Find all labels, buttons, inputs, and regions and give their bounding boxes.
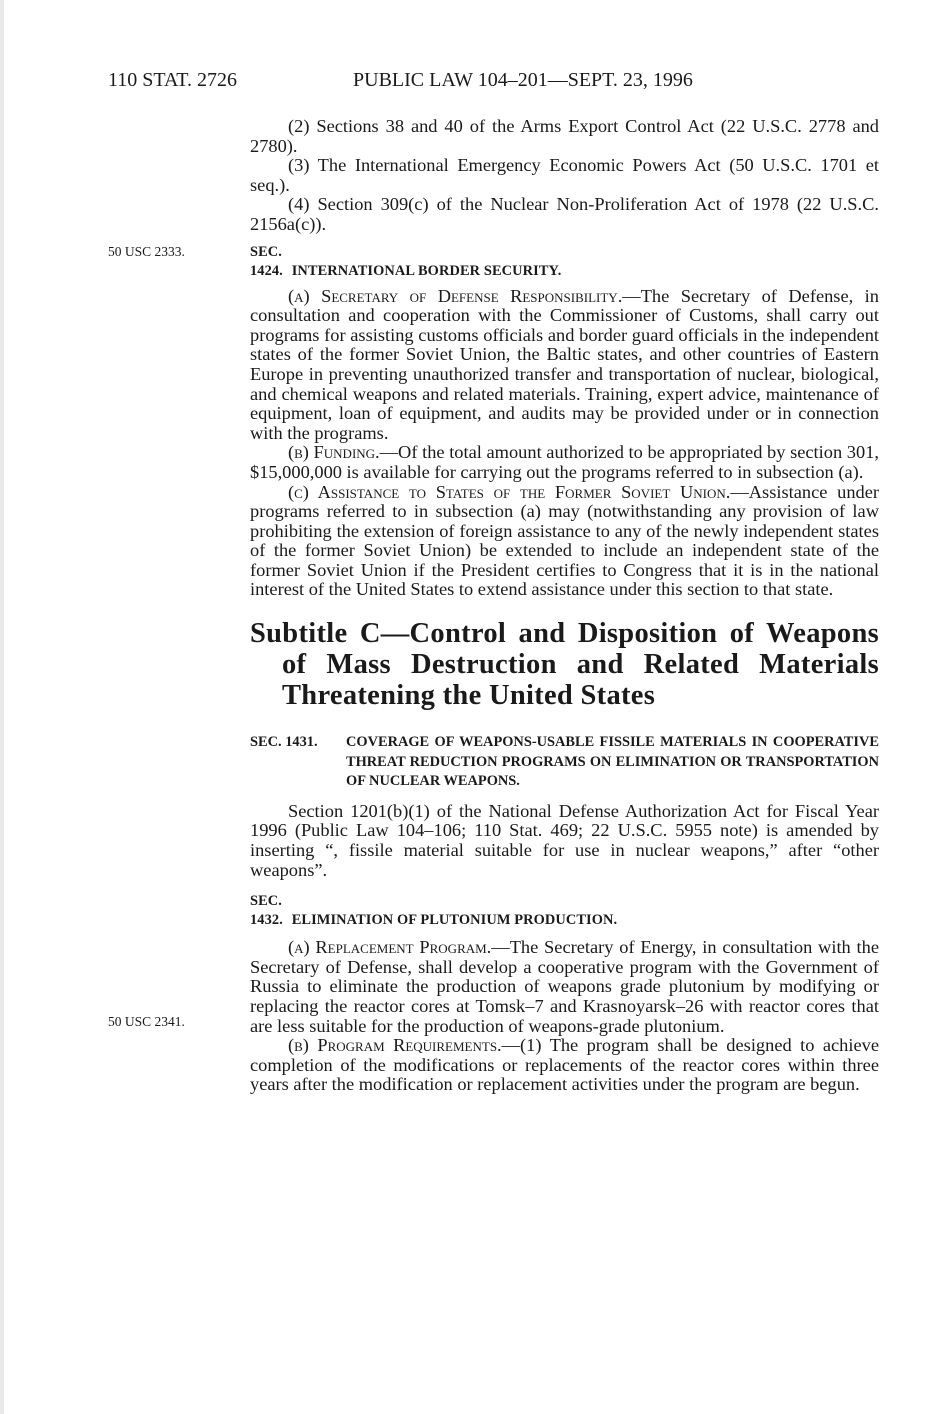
subsection-heading: (a) Replacement Program. xyxy=(288,937,492,958)
section-title: ELIMINATION OF PLUTONIUM PRODUCTION. xyxy=(291,912,618,929)
subsection-heading: (c) Assistance to States of the Former Soviet Union. xyxy=(288,481,731,502)
subsection-1432-b xyxy=(250,1036,879,1095)
subsection-heading: (b) Funding. xyxy=(288,442,380,463)
body-text xyxy=(250,117,879,1095)
subsection-text: —Of the total amount authorized to be appropriated by section 301, $15,000,000 is available for carrying out the programs referred to in subsection (a). xyxy=(250,442,879,482)
subsection-heading: (b) Program Requirements. xyxy=(288,1035,502,1056)
running-head xyxy=(108,66,879,94)
margin-note-usc-2341: 50 USC 2341. xyxy=(108,1014,185,1029)
subtitle-heading: Subtitle C—Control and Disposition of Weapons of Mass Destruction and Related Materials Threatening the United States xyxy=(250,618,879,712)
section-heading-1432 xyxy=(250,892,879,930)
section-number: SEC. 1432. xyxy=(250,893,283,929)
subsection-heading: (a) Secretary of Defense Responsibility. xyxy=(288,285,623,306)
list-item-2: (2) Sections 38 and 40 of the Arms Export Control Act (22 U.S.C. 2778 and 2780). xyxy=(250,116,879,156)
margin-note-usc-2333: 50 USC 2333. xyxy=(108,244,185,259)
section-number: SEC. 1431. xyxy=(250,734,318,751)
subsection-1424-a xyxy=(250,287,879,444)
section-title: INTERNATIONAL BORDER SECURITY. xyxy=(291,262,562,279)
scan-edge xyxy=(0,0,4,1414)
section-title: COVERAGE OF WEAPONS-USABLE FISSILE MATERIALS IN COOPERATIVE THREAT REDUCTION PROGRAMS ON ELIMINATION OR TRANSPORTATION OF NUCLEAR WEAPONS. xyxy=(346,734,879,790)
subsection-text: —(1) The program shall be designed to achieve completion of the modifications or replacements of the reactor cores within three years after the modification or replacement activities under the program are begun. xyxy=(250,1035,879,1095)
subsection-1424-b xyxy=(250,443,879,482)
section-number: SEC. 1424. xyxy=(250,243,283,279)
list-item-3: (3) The International Emergency Economic Powers Act (50 U.S.C. 1701 et seq.). xyxy=(250,155,879,195)
subsection-text: —The Secretary of Defense, in consultation and cooperation with the Commissioner of Customs, shall carry out programs for assisting customs officials and border guard officials in the independent states of the former Soviet Union, the Baltic states, and other countries of Eastern Europe in preventing unauthorized transfer and transportation of nuclear, biological, and chemical weapons and related materials. Training, expert advice, maintenance of equipment, loan of equipment, and audits may be provided under or in connection with the programs. xyxy=(250,285,879,443)
subsection-text: —The Secretary of Energy, in consultation with the Secretary of Defense, shall develop a cooperative program with the Government of Russia to eliminate the production of weapons grade plutonium by modifying or replacing the reactor cores at Tomsk–7 and Krasnoyarsk–26 with reactor cores that are less suitable for the production of weapons-grade plutonium. xyxy=(250,937,879,1036)
list-item-4: (4) Section 309(c) of the Nuclear Non-Proliferation Act of 1978 (22 U.S.C. 2156a(c)). xyxy=(250,194,879,234)
section-heading-1424 xyxy=(250,243,879,281)
page-folio: 110 STAT. 2726 xyxy=(108,69,237,91)
subsection-1432-a xyxy=(250,938,879,1036)
section-heading-1431 xyxy=(250,733,879,792)
subsection-1424-c xyxy=(250,483,879,601)
section-1431-text: Section 1201(b)(1) of the National Defense Authorization Act for Fiscal Year 1996 (Public Law 104–106; 110 Stat. 469; 22 U.S.C. 5955 note) is amended by inserting “, fissile material suitable for use in nuclear weapons,” after “other weapons”. xyxy=(250,800,879,880)
subsection-text: —Assistance under programs referred to in subsection (a) may (notwithstanding any provision of law prohibiting the extension of foreign assistance to any of the newly independent states of the former Soviet Union) be extended to include an independent state of the former Soviet Union if the President certifies to Congress that it is in the national interest of the United States to extend assistance under this section to that state. xyxy=(250,481,879,600)
running-title: PUBLIC LAW 104–201—SEPT. 23, 1996 xyxy=(353,69,693,91)
